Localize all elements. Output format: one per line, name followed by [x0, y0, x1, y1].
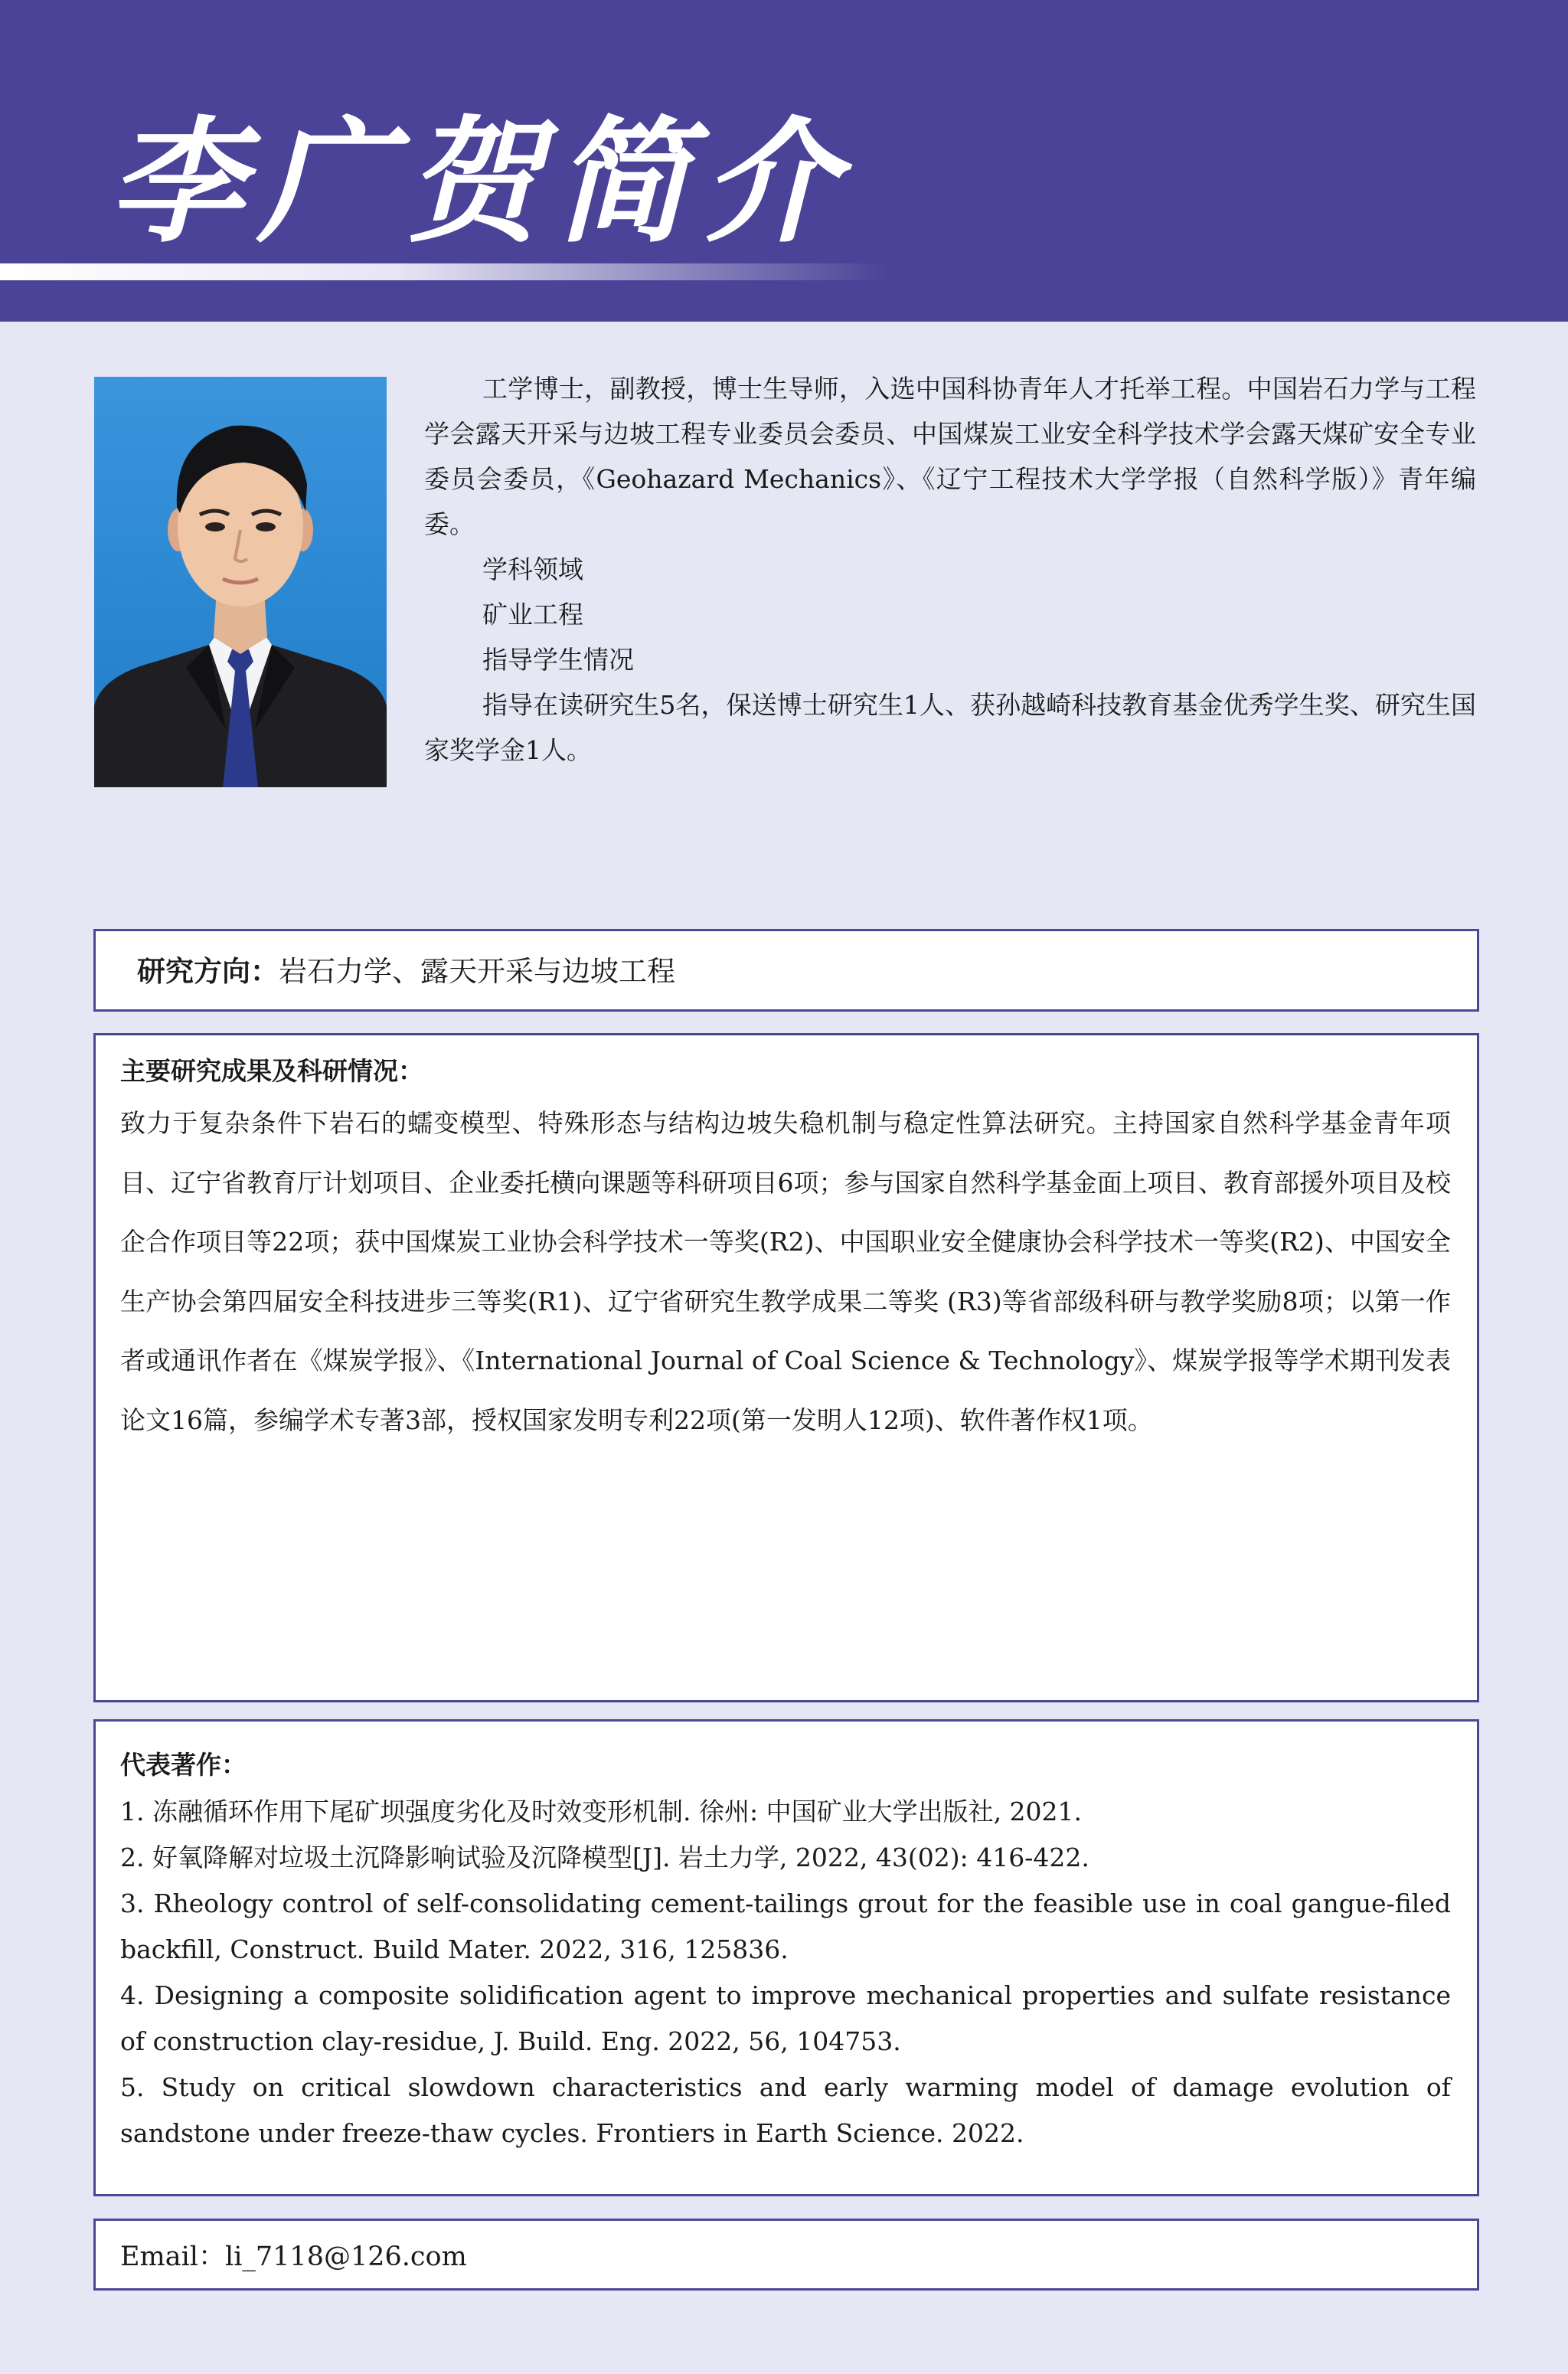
students-label: 指导学生情况 — [482, 645, 634, 675]
contact-box — [93, 2219, 1479, 2291]
works-box — [93, 1719, 1479, 2196]
field-label: 学科领域 — [482, 554, 583, 584]
email-line — [120, 2235, 467, 2278]
work-item: 4. Designing a composite solidification agent to improve mechanical properties and sulfate resistance of construction clay-residue, J. Build. Eng. 2022, 56, 104753. — [120, 1980, 1451, 2056]
achievements-box — [93, 1033, 1479, 1702]
research-direction — [137, 950, 675, 993]
research-direction-label: 研究方向： — [137, 954, 279, 988]
work-item: 3. Rheology control of self-consolidating cement-tailings grout for the feasible use in coal gangue-filed backfill, Construct. Build Mater. 2022, 316, 125836. — [120, 1888, 1451, 1964]
email-label: Email： — [120, 2242, 225, 2272]
achievements-heading: 主要研究成果及科研情况： — [120, 1056, 423, 1086]
header-banner — [0, 0, 1568, 322]
research-direction-box — [93, 929, 1479, 1012]
works-heading: 代表著作： — [120, 1750, 247, 1780]
bio-paragraph: 工学博士，副教授，博士生导师，入选中国科协青年人才托举工程。中国岩石力学与工程学会露天开采与边坡工程专业委员会委员、中国煤炭工业安全科学技术学会露天煤矿安全专业委员会委员，《Geohazard Mechanics》、《辽宁工程技术大学学报（自然科学版）》青年编委。 — [424, 374, 1476, 539]
page-title: 李广贺简介 — [109, 103, 852, 261]
work-item: 1. 冻融循环作用下尾矿坝强度劣化及时效变形机制. 徐州: 中国矿业大学出版社, 2021. — [120, 1797, 1083, 1826]
title-underline — [0, 263, 888, 280]
achievements-text: 致力于复杂条件下岩石的蠕变模型、特殊形态与结构边坡失稳机制与稳定性算法研究。主持国家自然科学基金青年项目、辽宁省教育厅计划项目、企业委托横向课题等科研项目6项；参与国家自然科学基金面上项目、教育部援外项目及校企合作项目等22项；获中国煤炭工业协会科学技术一等奖(R2)、中国职业安全健康协会科学技术一等奖(R2)、中国安全生产协会第四届安全科技进步三等奖(R1)、辽宁省研究生教学成果二等奖 (R3)等省部级科研与教学奖励8项；以第一作者或通讯作者在《煤炭学报》、《International Journal of Coal Science & Technology》、煤炭学报等学术期刊发表论文16篇，参编学术专著3部，授权国家发明专利22项(第一发明人12项)、软件著作权1项。 — [120, 1108, 1451, 1435]
email-link[interactable]: li_7118@126.com — [225, 2242, 467, 2272]
research-direction-value: 岩石力学、露天开采与边坡工程 — [279, 955, 675, 988]
field-value: 矿业工程 — [482, 600, 583, 629]
profile-photo — [94, 377, 387, 787]
portrait-illustration — [94, 377, 387, 787]
works-list — [120, 1789, 1451, 2157]
students-paragraph: 指导在读研究生5名，保送博士研究生1人、获孙越崎科技教育基金优秀学生奖、研究生国家奖学金1人。 — [424, 690, 1476, 765]
work-item: 5. Study on critical slowdown characteristics and early warming model of damage evolution of sandstone under freeze-thaw cycles. Frontiers in Earth Science. 2022. — [120, 2072, 1451, 2148]
intro-section — [424, 366, 1476, 773]
work-item: 2. 好氧降解对垃圾土沉降影响试验及沉降模型[J]. 岩土力学, 2022, 43(02): 416-422. — [120, 1843, 1089, 1872]
